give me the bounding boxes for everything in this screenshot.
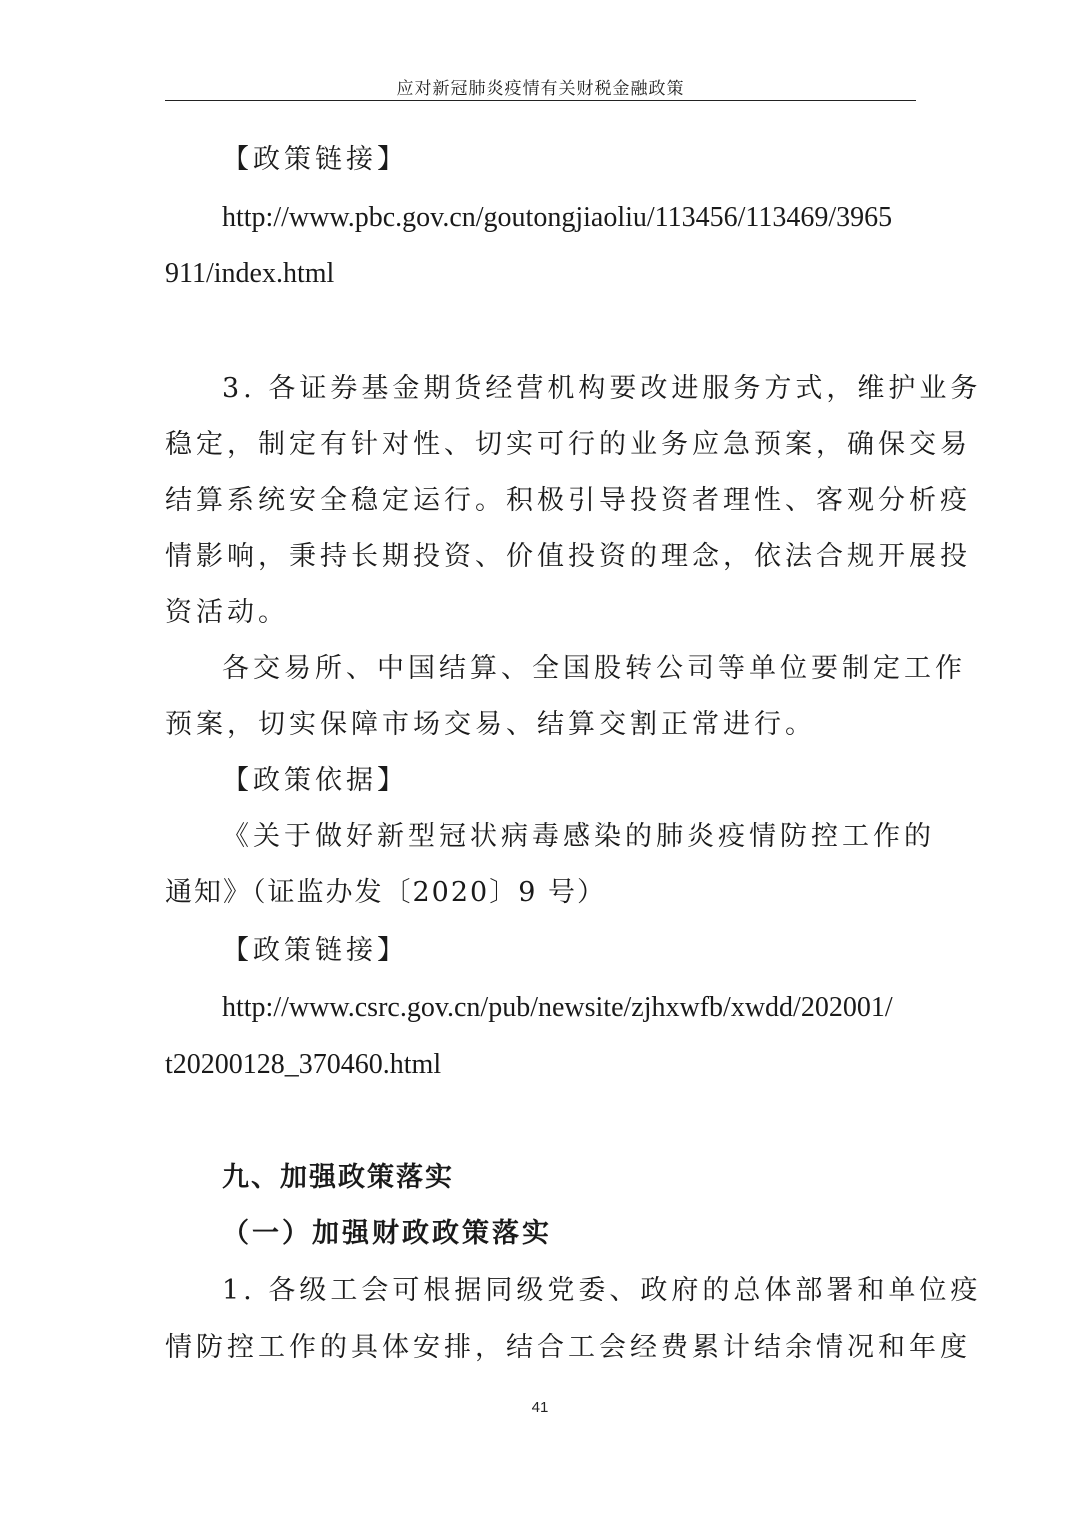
running-header: 应对新冠肺炎疫情有关财税金融政策: [396, 79, 685, 99]
item3-para2-line1: 各交易所、中国结算、全国股转公司等单位要制定工作: [222, 653, 966, 684]
policy-link-url-line2: 911/index.html: [165, 258, 335, 289]
policy-link-url-line1: http://www.pbc.gov.cn/goutongjiaoliu/113456/113469/3965: [222, 202, 893, 233]
policy-link-2-url-line1: http://www.csrc.gov.cn/pub/newsite/zjhxwfb/xwdd/202001/: [222, 992, 893, 1023]
page-number: 41: [531, 1399, 549, 1416]
item3-para2-line2: 预案，切实保障市场交易、结算交割正常进行。: [165, 709, 816, 740]
policy-basis-line2: 通知》（证监办发〔2020〕9 号）: [165, 877, 606, 908]
section9-line1: 1. 各级工会可根据同级党委、政府的总体部署和单位疫: [222, 1275, 982, 1306]
policy-link-label-2: 【政策链接】: [222, 935, 408, 966]
item3-line1: 3. 各证券基金期货经营机构要改进服务方式，维护业务: [222, 373, 982, 404]
subsection-heading: （一）加强财政政策落实: [222, 1218, 552, 1249]
policy-link-label: 【政策链接】: [222, 144, 408, 175]
item3-line2: 稳定，制定有针对性、切实可行的业务应急预案，确保交易: [165, 429, 971, 460]
section9-line2: 情防控工作的具体安排，结合工会经费累计结余情况和年度: [165, 1332, 971, 1363]
item3-line4: 情影响，秉持长期投资、价值投资的理念，依法合规开展投: [165, 541, 971, 572]
section-heading: 九、加强政策落实: [222, 1162, 454, 1193]
policy-basis-line1: 《关于做好新型冠状病毒感染的肺炎疫情防控工作的: [222, 821, 935, 852]
item3-line5: 资活动。: [165, 597, 289, 628]
item3-line3: 结算系统安全稳定运行。积极引导投资者理性、客观分析疫: [165, 485, 971, 516]
header-rule: [165, 100, 916, 101]
policy-link-2-url-line2: t20200128_370460.html: [165, 1049, 442, 1080]
policy-basis-label: 【政策依据】: [222, 765, 408, 796]
